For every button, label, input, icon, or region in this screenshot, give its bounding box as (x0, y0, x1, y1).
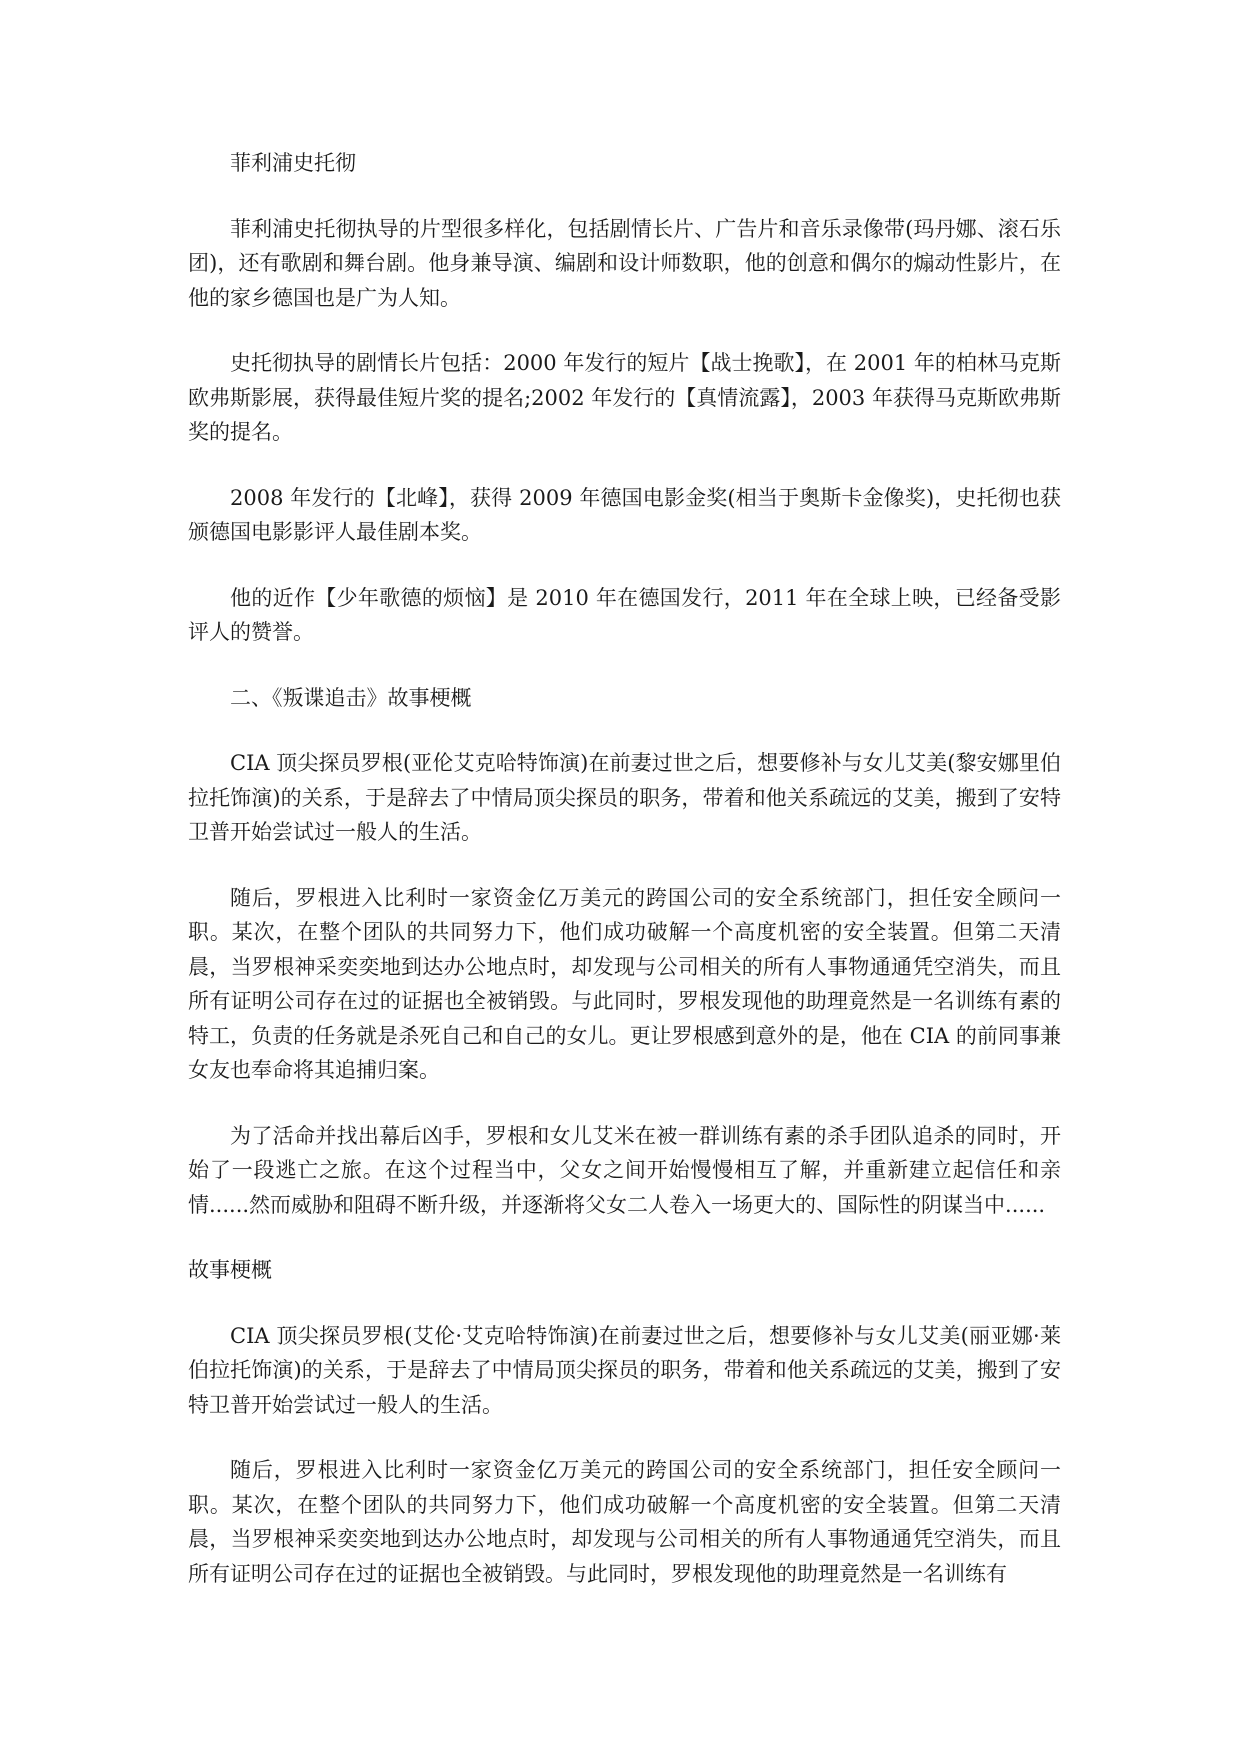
paragraph-synopsis-3: 为了活命并找出幕后凶手，罗根和女儿艾米在被一群训练有素的杀手团队追杀的同时，开始了一段逃亡之旅。在这个过程当中，父女之间开始慢慢相互了解，并重新建立起信任和亲情......然而威胁和阻碍不断升级，并逐渐将父女二人卷入一场更大的、国际性的阴谋当中...... (188, 1123, 1061, 1217)
paragraph-outline-2: 随后，罗根进入比利时一家资金亿万美元的跨国公司的安全系统部门，担任安全顾问一职。某次，在整个团队的共同努力下，他们成功破解一个高度机密的安全装置。但第二天清晨，当罗根神采奕奕地到达办公地点时，却发现与公司相关的所有人事物通通凭空消失，而且所有证明公司存在过的证据也全被销毁。与此同时，罗根发现他的助理竟然是一名训练有 (188, 1458, 1061, 1586)
section-heading-synopsis: 二、《叛谍追击》故事梗概 (230, 685, 472, 710)
section-heading-story-outline: 故事梗概 (188, 1258, 272, 1282)
section-title-director: 菲利浦史托彻 (230, 151, 356, 175)
paragraph-outline-1: CIA 顶尖探员罗根(艾伦·艾克哈特饰演)在前妻过世之后，想要修补与女儿艾美(丽亚娜·莱伯拉托饰演)的关系，于是辞去了中情局顶尖探员的职务，带着和他关系疏远的艾美，搬到了安特卫普开始尝试过一般人的生活。 (188, 1323, 1061, 1417)
paragraph-recent-work: 他的近作【少年歌德的烦恼】是 2010 年在德国发行，2011 年在全球上映，已经备受影评人的赞誉。 (188, 585, 1061, 644)
paragraph-director-intro: 菲利浦史托彻执导的片型很多样化，包括剧情长片、广告片和音乐录像带(玛丹娜、滚石乐团)，还有歌剧和舞台剧。他身兼导演、编剧和设计师数职，他的创意和偶尔的煽动性影片，在他的家乡德国也是广为人知。 (188, 216, 1061, 310)
paragraph-north-face: 2008 年发行的【北峰】，获得 2009 年德国电影金奖(相当于奥斯卡金像奖)，史托彻也获颁德国电影影评人最佳剧本奖。 (188, 485, 1061, 544)
paragraph-synopsis-1: CIA 顶尖探员罗根(亚伦艾克哈特饰演)在前妻过世之后，想要修补与女儿艾美(黎安娜里伯拉托饰演)的关系，于是辞去了中情局顶尖探员的职务，带着和他关系疏远的艾美，搬到了安特卫普开始尝试过一般人的生活。 (188, 751, 1061, 844)
paragraph-feature-films: 史托彻执导的剧情长片包括：2000 年发行的短片【战士挽歌】，在 2001 年的柏林马克斯欧弗斯影展，获得最佳短片奖的提名;2002 年发行的【真情流露】，2003 年获得马克斯欧弗斯奖的提名。 (188, 351, 1061, 444)
paragraph-synopsis-2: 随后，罗根进入比利时一家资金亿万美元的跨国公司的安全系统部门，担任安全顾问一职。某次，在整个团队的共同努力下，他们成功破解一个高度机密的安全装置。但第二天清晨，当罗根神采奕奕地到达办公地点时，却发现与公司相关的所有人事物通通凭空消失，而且所有证明公司存在过的证据也全被销毁。与此同时，罗根发现他的助理竟然是一名训练有素的特工，负责的任务就是杀死自己和自己的女儿。更让罗根感到意外的是，他在 CIA 的前同事兼女友也奉命将其追捕归案。 (188, 885, 1061, 1082)
document-body (188, 146, 1061, 1622)
